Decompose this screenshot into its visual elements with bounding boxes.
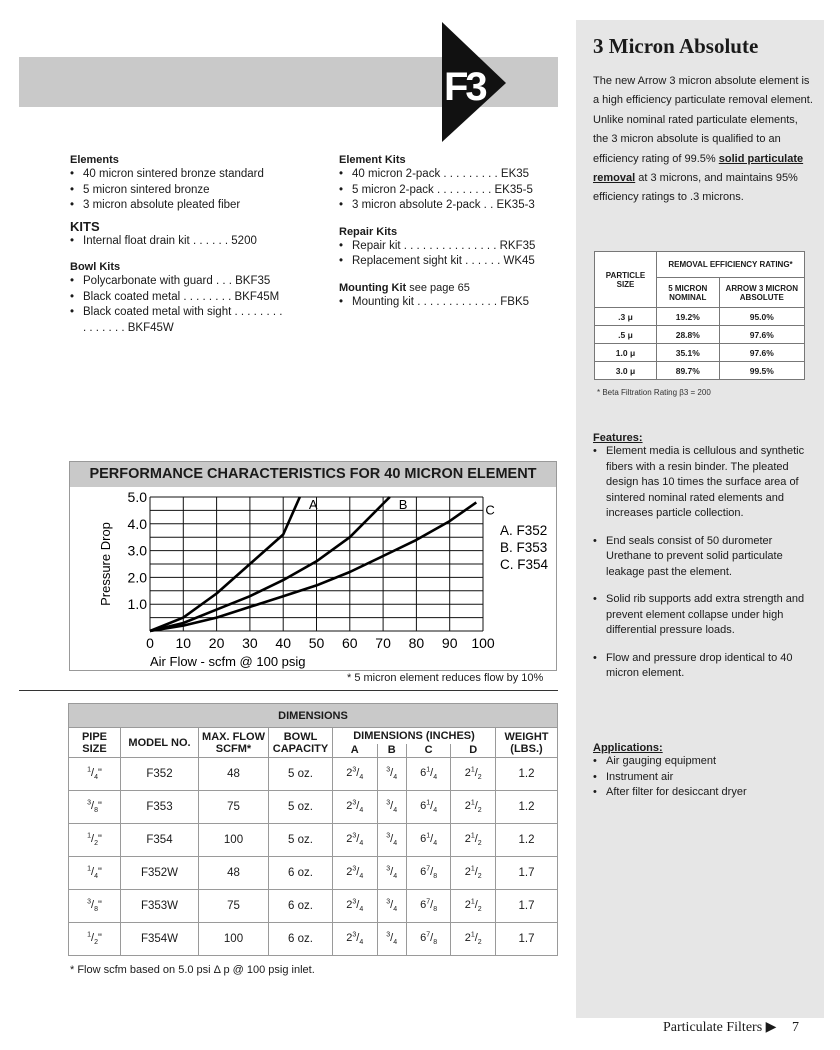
legend-entry: B. F353 [500, 540, 548, 555]
sidebar-intro: The new Arrow 3 micron absolute element is a high efficiency particulate removal element. Unlike nominal rated particulate elements, the 3 micron absolute is qualified to an efficiency rating of 99.5% solid particulate removal at 3 microns, and maintains 95% efficiency ratings to .3 microns. [593, 75, 813, 204]
cell-d: $2^1/_2$ [451, 758, 496, 791]
tab-code: F3 [444, 65, 485, 109]
kits-title: KITS [70, 218, 100, 234]
series-label-B: B [398, 497, 408, 512]
y-tick-label: 5.0 [127, 489, 147, 505]
col-weight: WEIGHT (LBS.) [496, 728, 558, 758]
cell-c: $6^1/_4$ [406, 791, 451, 824]
col-d: D [451, 744, 496, 758]
intro-emphasis: solid particulate removal [593, 152, 804, 185]
eff-cell: 1.0 μ [595, 344, 657, 362]
cell-pipe: $^1/_2$" [69, 923, 121, 956]
bowl-kits-list [70, 274, 285, 336]
eff-cell: .3 μ [595, 308, 657, 326]
cell-d: $2^1/_2$ [451, 824, 496, 857]
dimensions-row [69, 923, 558, 956]
cell-d: $2^1/_2$ [451, 857, 496, 890]
cell-a: $2^3/_4$ [333, 923, 378, 956]
performance-chart [69, 486, 557, 672]
applications-list [593, 754, 808, 801]
cell-flow: 100 [199, 923, 269, 956]
dimensions-table [68, 703, 558, 956]
eff-row [595, 308, 805, 326]
cell-c: $6^1/_4$ [406, 824, 451, 857]
cell-w: 1.7 [496, 857, 558, 890]
sidebar-title: 3 Micron Absolute [593, 34, 759, 58]
eff-cell: 97.6% [719, 326, 804, 344]
x-tick-label: 0 [146, 635, 154, 651]
eff-row [595, 344, 805, 362]
y-tick-label: 3.0 [127, 542, 147, 559]
cell-pipe: $^3/_8$" [69, 890, 121, 923]
chart-title: PERFORMANCE CHARACTERISTICS FOR 40 MICRON ELEMENT [70, 462, 556, 487]
bowl-kits-title: Bowl Kits [70, 261, 121, 273]
cell-model: F354W [121, 923, 199, 956]
x-axis-label: Air Flow - scfm @ 100 psig [150, 654, 306, 669]
application-item: • After filter for desiccant dryer [593, 785, 808, 801]
repair-kit-item: • Repair kit . . . . . . . . . . . . . . . RKF35 [339, 239, 569, 255]
y-tick-label: 1.0 [127, 596, 147, 613]
cell-bowl: 6 oz. [269, 923, 333, 956]
beta-footnote: * Beta Filtration Rating β3 = 200 [597, 388, 711, 397]
dimensions-row [69, 758, 558, 791]
footer-section: Particulate Filters [663, 1020, 763, 1035]
cell-d: $2^1/_2$ [451, 923, 496, 956]
features-list [593, 444, 808, 682]
bowl-kit-item: • Black coated metal . . . . . . . . BKF45M [70, 290, 285, 306]
cell-w: 1.2 [496, 758, 558, 791]
cell-pipe: $^1/_4$" [69, 857, 121, 890]
element-kit-item: • 5 micron 2-pack . . . . . . . . . EK35-5 [339, 183, 569, 199]
cell-c: $6^1/_4$ [406, 758, 451, 791]
cell-b: $^3/_4$ [377, 824, 406, 857]
cell-bowl: 6 oz. [269, 890, 333, 923]
eff-col-nominal: 5 MICRON NOMINAL [657, 278, 720, 308]
dimensions-title: DIMENSIONS [69, 704, 558, 728]
cell-model: F352 [121, 758, 199, 791]
series-label-C: C [485, 502, 495, 518]
x-tick-label: 80 [408, 635, 425, 651]
cell-b: $^3/_4$ [377, 758, 406, 791]
eff-cell: 19.2% [657, 308, 720, 326]
section-tab [440, 22, 510, 144]
element-kit-item: • 40 micron 2-pack . . . . . . . . . EK35 [339, 167, 569, 183]
applications-title: Applications: [593, 742, 663, 754]
cell-w: 1.7 [496, 890, 558, 923]
repair-kits-title: Repair Kits [339, 225, 398, 238]
cell-flow: 75 [199, 890, 269, 923]
parts-column-right [339, 154, 569, 310]
eff-cell: 89.7% [657, 362, 720, 380]
element-item: • 40 micron sintered bronze standard [70, 167, 320, 183]
bowl-kit-item: • Polycarbonate with guard . . . BKF35 [70, 274, 285, 290]
x-tick-label: 100 [471, 635, 495, 651]
x-tick-label: 10 [175, 635, 192, 651]
col-c: C [406, 744, 451, 758]
element-item: • 3 micron absolute pleated fiber [70, 198, 320, 214]
cell-a: $2^3/_4$ [333, 824, 378, 857]
eff-col-absolute: ARROW 3 MICRON ABSOLUTE [719, 278, 804, 308]
mounting-kit-list [339, 295, 569, 311]
feature-item: • Element media is cellulous and synthetic fibers with a resin binder. The pleated design has 10 times the surface area of sintered nominal rated elements and increases particle collection. [593, 444, 808, 522]
dimensions-note: * Flow scfm based on 5.0 psi Δ p @ 100 psig inlet. [70, 964, 315, 976]
dimensions-section [68, 703, 558, 956]
cell-pipe: $^1/_2$" [69, 824, 121, 857]
parts-column-left [70, 154, 320, 336]
cell-c: $6^7/_8$ [406, 857, 451, 890]
cell-bowl: 6 oz. [269, 857, 333, 890]
mounting-kit-item: • Mounting kit . . . . . . . . . . . . . FBK5 [339, 295, 569, 311]
eff-cell: 99.5% [719, 362, 804, 380]
cell-w: 1.7 [496, 923, 558, 956]
cell-model: F352W [121, 857, 199, 890]
cell-d: $2^1/_2$ [451, 791, 496, 824]
kit-item: • Internal float drain kit . . . . . . 5200 [70, 234, 320, 250]
repair-kits-list [339, 239, 569, 270]
feature-item: • End seals consist of 50 durometer Urethane to prevent solid particulate leakage past the element. [593, 534, 808, 581]
cell-b: $^3/_4$ [377, 890, 406, 923]
element-kits-title: Element Kits [339, 154, 406, 166]
efficiency-table [594, 251, 805, 380]
x-tick-label: 30 [242, 635, 258, 651]
cell-a: $2^3/_4$ [333, 791, 378, 824]
bowl-kit-item: • Black coated metal with sight . . . . . . . . . . . . . . . BKF45W [70, 305, 285, 336]
eff-cell: 97.6% [719, 344, 804, 362]
application-item: • Instrument air [593, 770, 808, 786]
applications-section [593, 742, 808, 801]
feature-item: • Solid rib supports add extra strength and prevent element collapse under high differential pressure loads. [593, 592, 808, 639]
col-flow: MAX. FLOW SCFM* [199, 728, 269, 758]
application-item: • Air gauging equipment [593, 754, 808, 770]
page-number: 7 [791, 1020, 799, 1035]
x-tick-label: 70 [375, 635, 391, 651]
cell-pipe: $^1/_4$" [69, 758, 121, 791]
col-dims: DIMENSIONS (INCHES) [333, 728, 496, 744]
dimensions-row [69, 824, 558, 857]
footer-arrow-icon: ▶ [765, 1020, 777, 1035]
col-a: A [333, 744, 378, 758]
repair-kit-item: • Replacement sight kit . . . . . . WK45 [339, 254, 569, 270]
x-tick-label: 20 [208, 635, 225, 651]
cell-flow: 48 [199, 857, 269, 890]
cell-a: $2^3/_4$ [333, 890, 378, 923]
cell-flow: 100 [199, 824, 269, 857]
features-section [593, 432, 808, 694]
feature-item: • Flow and pressure drop identical to 40 micron element. [593, 651, 808, 682]
features-title: Features: [593, 432, 643, 444]
col-bowl: BOWL CAPACITY [269, 728, 333, 758]
x-tick-label: 90 [441, 635, 458, 651]
series-line-C [150, 502, 476, 631]
dimensions-row [69, 791, 558, 824]
eff-cell: 95.0% [719, 308, 804, 326]
element-kits-list [339, 167, 569, 214]
cell-a: $2^3/_4$ [333, 857, 378, 890]
cell-bowl: 5 oz. [269, 824, 333, 857]
cell-b: $^3/_4$ [377, 923, 406, 956]
cell-d: $2^1/_2$ [451, 890, 496, 923]
eff-cell: .5 μ [595, 326, 657, 344]
cell-model: F354 [121, 824, 199, 857]
y-axis-label: Pressure Drop [98, 522, 113, 606]
eff-row [595, 326, 805, 344]
cell-pipe: $^3/_8$" [69, 791, 121, 824]
elements-list [70, 167, 320, 214]
section-divider [19, 690, 558, 691]
cell-a: $2^3/_4$ [333, 758, 378, 791]
cell-w: 1.2 [496, 824, 558, 857]
series-label-A: A [308, 497, 318, 512]
dimensions-row [69, 890, 558, 923]
cell-bowl: 5 oz. [269, 791, 333, 824]
eff-col-group: REMOVAL EFFICIENCY RATING* [657, 252, 805, 278]
cell-c: $6^7/_8$ [406, 923, 451, 956]
cell-model: F353W [121, 890, 199, 923]
eff-cell: 3.0 μ [595, 362, 657, 380]
y-tick-label: 2.0 [127, 569, 147, 586]
kits-list [70, 234, 320, 250]
chart-note: * 5 micron element reduces flow by 10% [347, 672, 544, 684]
x-tick-label: 40 [275, 635, 291, 651]
cell-c: $6^7/_8$ [406, 890, 451, 923]
mounting-kit-title: Mounting Kit see page 65 [339, 281, 470, 294]
cell-b: $^3/_4$ [377, 857, 406, 890]
x-tick-label: 60 [342, 635, 358, 651]
cell-flow: 75 [199, 791, 269, 824]
eff-row [595, 362, 805, 380]
cell-flow: 48 [199, 758, 269, 791]
legend-entry: C. F354 [500, 557, 549, 572]
y-tick-label: 4.0 [127, 515, 147, 532]
col-pipe: PIPE SIZE [69, 728, 121, 758]
eff-cell: 28.8% [657, 326, 720, 344]
cell-w: 1.2 [496, 791, 558, 824]
page-footer [663, 1019, 799, 1036]
eff-cell: 35.1% [657, 344, 720, 362]
col-b: B [377, 744, 406, 758]
x-tick-label: 50 [308, 635, 325, 651]
col-model: MODEL NO. [121, 728, 199, 758]
legend-entry: A. F352 [500, 523, 548, 538]
element-item: • 5 micron sintered bronze [70, 183, 320, 199]
cell-bowl: 5 oz. [269, 758, 333, 791]
eff-col-particle: PARTICLE SIZE [595, 252, 657, 308]
element-kit-item: • 3 micron absolute 2-pack . . EK35-3 [339, 198, 569, 214]
cell-b: $^3/_4$ [377, 791, 406, 824]
dimensions-row [69, 857, 558, 890]
cell-model: F353 [121, 791, 199, 824]
elements-title: Elements [70, 154, 119, 166]
